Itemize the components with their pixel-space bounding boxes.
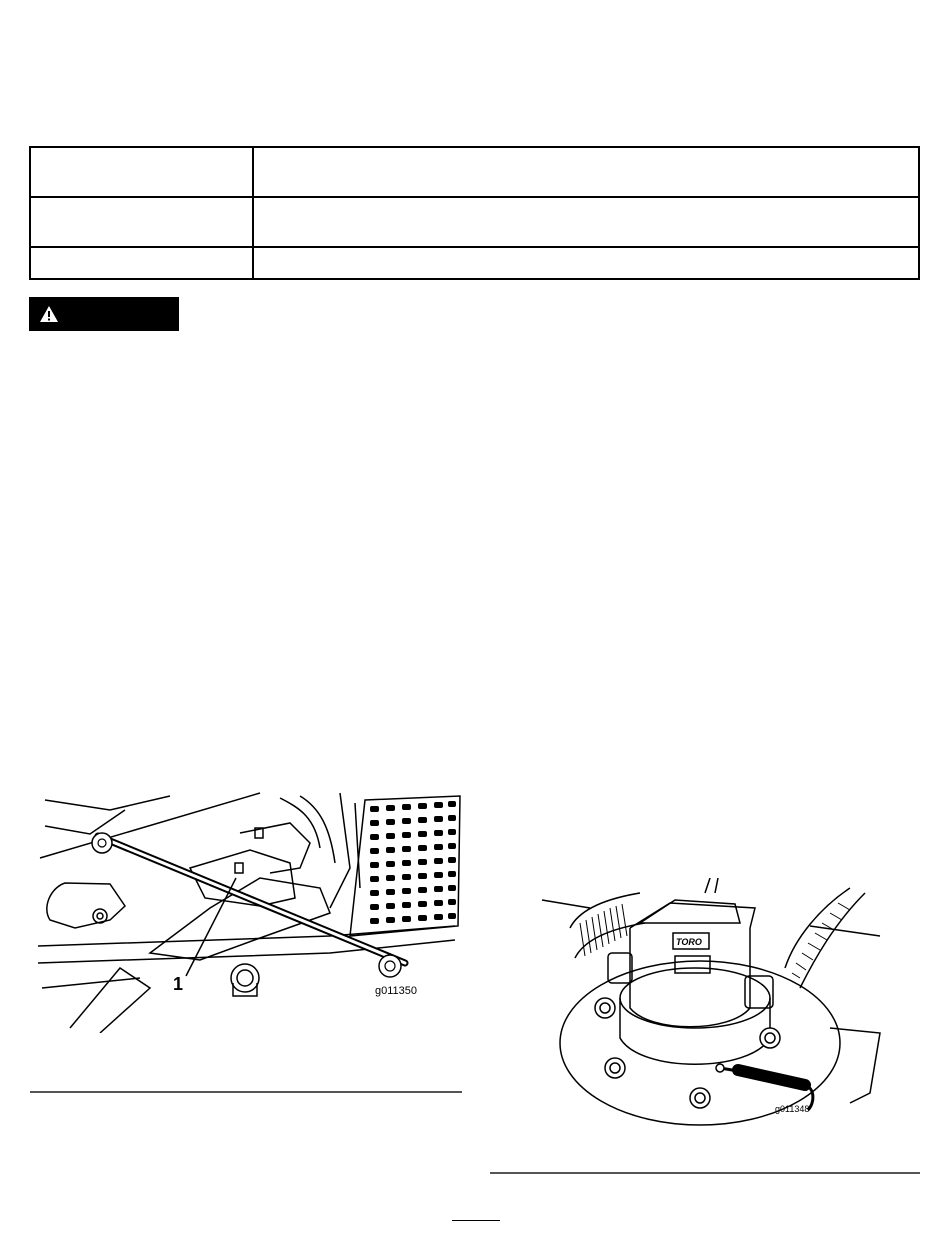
table-row (30, 197, 919, 247)
table-cell (253, 197, 919, 247)
table-cell (30, 197, 253, 247)
figure-id: g011350 (375, 985, 418, 997)
warning-banner (29, 297, 179, 331)
figure-id: g011348 (775, 1104, 810, 1114)
warning-triangle-icon (39, 305, 59, 323)
page-footer-rule (452, 1220, 500, 1221)
table-row (30, 147, 919, 197)
mower-rod-illustration (30, 788, 462, 1033)
figure-right-illustration (530, 878, 890, 1128)
hydraulic-motor-illustration (530, 878, 890, 1128)
grate-pattern (370, 801, 456, 924)
figure-caption-rule (490, 1172, 920, 1174)
table-cell (253, 247, 919, 279)
callout-number: 1 (173, 974, 184, 994)
table-cell (30, 247, 253, 279)
spec-table (29, 146, 920, 280)
figure-left-illustration (30, 788, 462, 1033)
table-cell (30, 147, 253, 197)
callout-leader (186, 878, 236, 976)
spring-coils (580, 903, 850, 978)
figure-caption-rule (30, 1091, 462, 1093)
table-cell (253, 147, 919, 197)
table-row (30, 247, 919, 279)
brand-mark: TORO (676, 937, 702, 947)
